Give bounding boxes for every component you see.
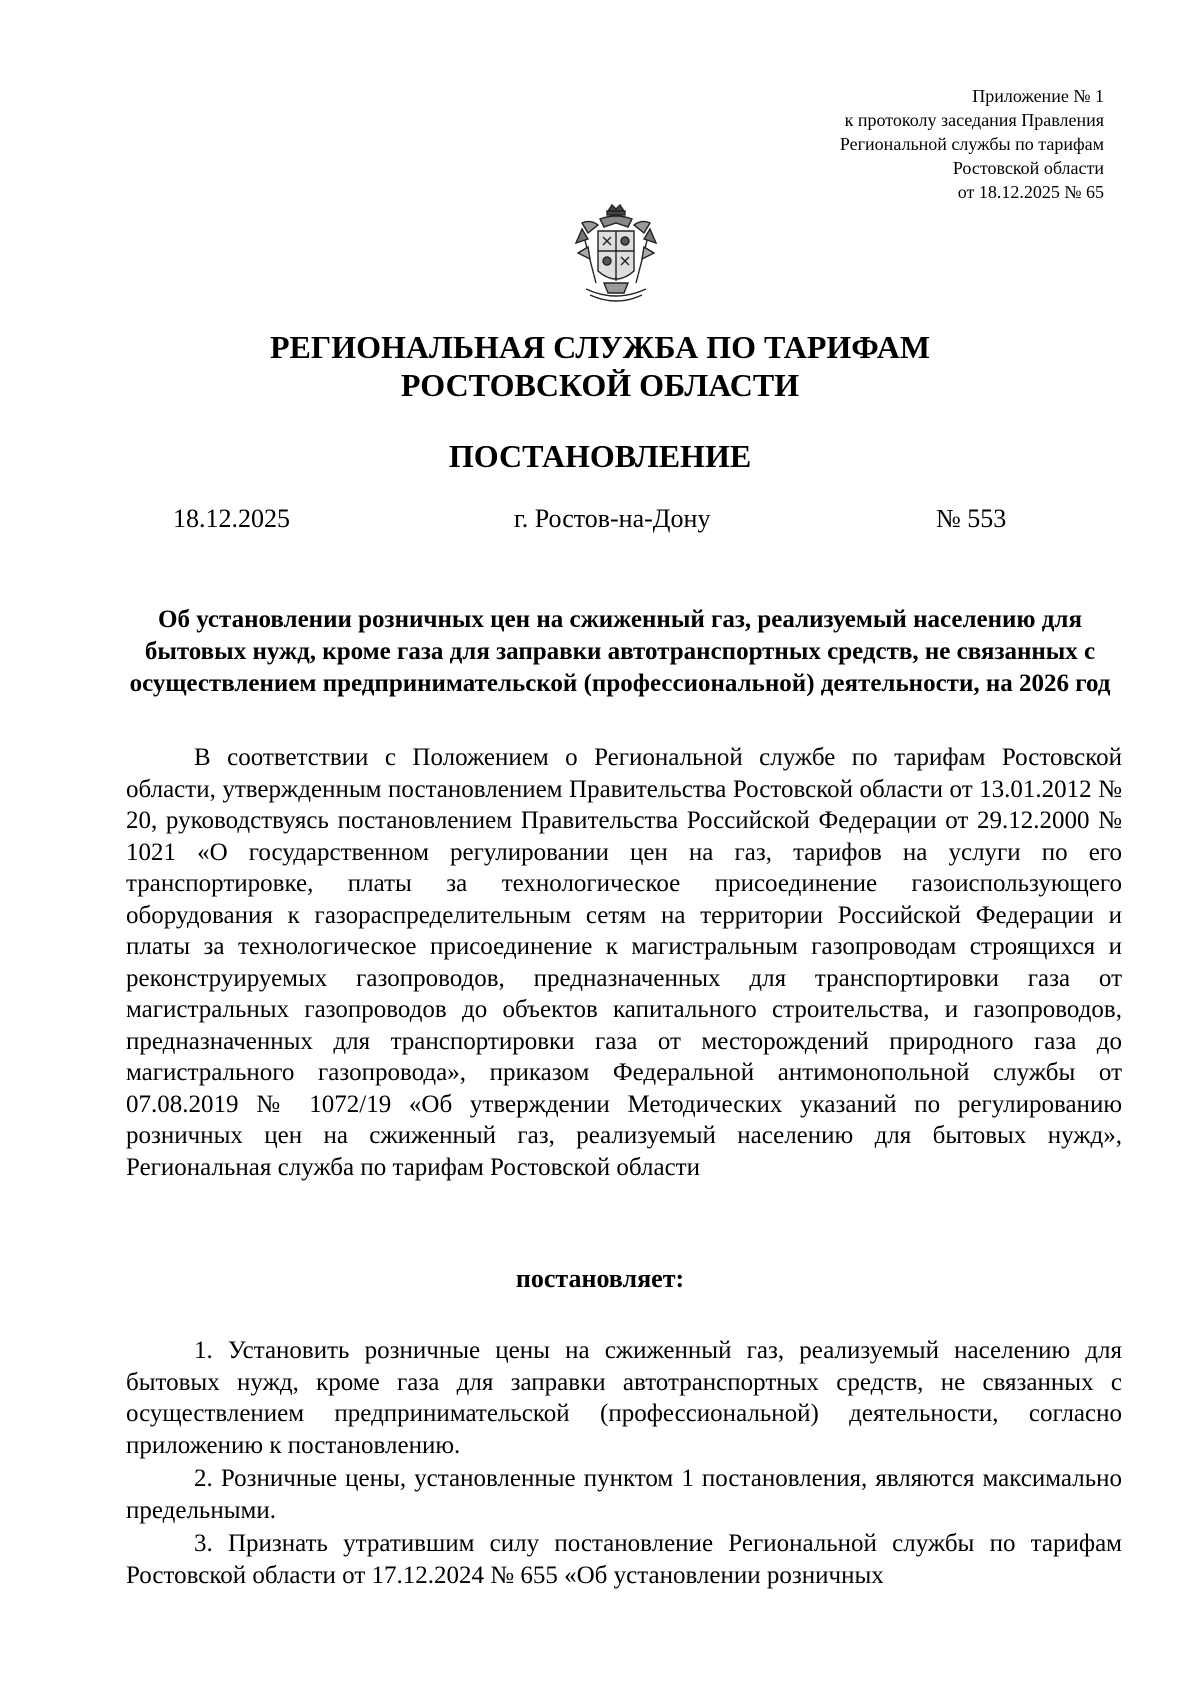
resolution-item-1: 1. Установить розничные цены на сжиженный газ, реализуемый населению для бытовых нужд, кроме газа для заправки автотранспортных средств, не связанных с осуществлением предпринимательской (профессиональной) деятельности, согласно приложению к постановлению. [126, 1337, 1122, 1459]
organization-line: РОСТОВСКОЙ ОБЛАСТИ [400, 367, 800, 403]
appendix-line: Ростовской области [952, 158, 1104, 178]
document-date: 18.12.2025 [173, 504, 290, 533]
document-subject: Об установлении розничных цен на сжиженный газ, реализуемый населению для бытовых нужд, кроме газа для заправки автотранспортных средств, не связанных с осуществлением предпринимательской (профессиональной) деятельности, на 2026 год [129, 606, 1111, 697]
rostov-coat-of-arms-icon [568, 203, 664, 307]
appendix-line: от 18.12.2025 № 65 [957, 182, 1104, 202]
document-kind: ПОСТАНОВЛЕНИЕ [448, 438, 752, 474]
resolution-item-3: 3. Признать утратившим силу постановление Региональной службы по тарифам Ростовской области от 17.12.2024 № 655 «Об установлении розничных [126, 1530, 1122, 1589]
appendix-header [840, 84, 1104, 204]
document-city: г. Ростов-на-Дону [514, 504, 711, 533]
resolves-heading: постановляет: [515, 1264, 685, 1293]
resolution-item-2: 2. Розничные цены, установленные пунктом 1 постановления, являются максимально предельными. [126, 1465, 1122, 1524]
document-number: № 553 [936, 504, 1007, 533]
organization-line: РЕГИОНАЛЬНАЯ СЛУЖБА ПО ТАРИФАМ [269, 329, 931, 365]
appendix-line: Региональной службы по тарифам [839, 134, 1104, 154]
organization-title [0, 328, 1200, 404]
preamble-paragraph: В соответствии с Положением о Региональной службе по тарифам Ростовской области, утвержденным постановлением Правительства Ростовской области от 13.01.2012 № 20, руководствуясь постановлением Правительства Российской Федерации от 29.12.2000 № 1021 «О государственном регулировании цен на газ, тарифов на услуги по его транспортировке, платы за технологическое присоединение газоиспользующего оборудования к газораспределительным сетям на территории Российской Федерации и платы за технологическое присоединение к магистральным газопроводам строящихся и реконструируемых газопроводов, предназначенных для транспортировки газа от магистральных газопроводов до объектов капитального строительства, и газопроводов, предназначенных для транспортировки газа от месторождений природного газа до магистрального газопровода», приказом Федеральной антимонопольной службы от 07.08.2019 № 1072/19 «Об утверждении Методических указаний по регулированию розничных цен на сжиженный газ, реализуемый населению для бытовых нужд», Региональная служба по тарифам Ростовской области [126, 744, 1122, 1181]
resolution-items [126, 1335, 1122, 1591]
appendix-line: к протоколу заседания Правления [844, 110, 1104, 130]
appendix-line: Приложение № 1 [972, 86, 1104, 106]
